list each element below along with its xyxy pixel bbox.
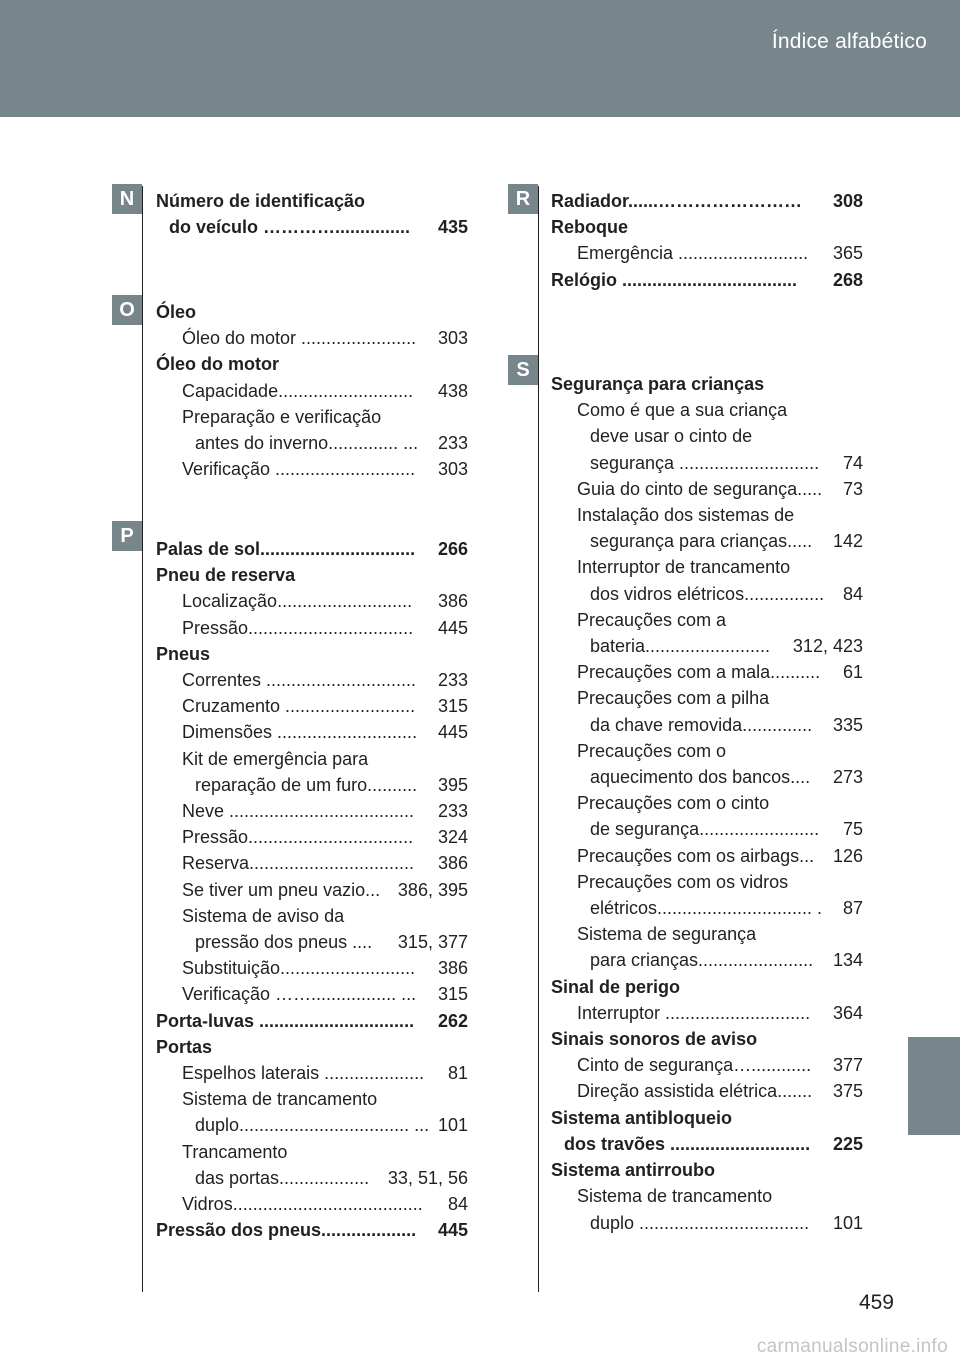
- index-entry: segurança ............................ 74: [590, 452, 863, 473]
- column-divider-right: [538, 186, 539, 1292]
- index-heading: Óleo do motor: [156, 354, 279, 375]
- index-entry: antes do inverno.............. ... 233: [195, 433, 468, 454]
- index-entry: Interruptor de trancamento: [577, 557, 791, 578]
- index-heading: Portas: [156, 1036, 213, 1057]
- index-entry: Verificação ............................ 303: [182, 459, 468, 480]
- section-letter-r: R: [508, 184, 538, 214]
- section-thumb-tab: [908, 1037, 960, 1135]
- index-entry: deve usar o cinto de: [590, 426, 753, 447]
- index-entry: Precauções com o cinto: [577, 793, 770, 814]
- index-heading: dos travões ............................ 225: [564, 1133, 863, 1154]
- index-entry: Precauções com o: [577, 740, 727, 761]
- index-entry: Sistema de trancamento: [182, 1089, 378, 1110]
- index-heading: Pneu de reserva: [156, 565, 296, 586]
- index-entry: das portas.................. 33, 51, 56: [195, 1167, 468, 1188]
- index-heading: Pneus: [156, 643, 211, 664]
- index-entry: reparação de um furo.......... 395: [195, 774, 468, 795]
- index-entry: Verificação ……................. ... 315: [182, 984, 468, 1005]
- index-entry: Correntes .............................. 233: [182, 670, 468, 691]
- index-heading: Radiador......…………………… 308: [551, 191, 863, 211]
- index-heading: Óleo: [156, 302, 197, 322]
- header-title: Índice alfabético: [771, 30, 927, 53]
- index-heading: Porta-luvas ............................... 262: [156, 1010, 468, 1031]
- index-entry: Direção assistida elétrica....... 375: [577, 1081, 863, 1102]
- page-header: [0, 0, 960, 117]
- index-entry: elétricos............................... . 87: [590, 898, 863, 919]
- index-entry: Precauções com a: [577, 609, 727, 630]
- index-entry: duplo.................................. ... 101: [195, 1115, 468, 1136]
- index-heading: Sistema antibloqueio: [551, 1107, 733, 1128]
- watermark: carmanualsonline.info: [756, 1336, 948, 1357]
- index-entry: Se tiver um pneu vazio... 386, 395: [182, 879, 468, 900]
- index-group-n: [156, 188, 468, 240]
- index-entry: Trancamento: [182, 1141, 288, 1162]
- index-entry: Cruzamento .......................... 315: [182, 696, 468, 717]
- index-heading: Relógio ................................... 268: [551, 269, 863, 290]
- index-heading: Pressão dos pneus................... 445: [156, 1220, 468, 1241]
- index-entry: Óleo do motor ....................... 303: [182, 328, 468, 349]
- index-heading: Número de identificação: [156, 191, 366, 211]
- index-entry: Substituição........................... 386: [182, 958, 468, 979]
- index-entry: Como é que a sua criança: [577, 400, 788, 421]
- index-heading: Segurança para crianças: [551, 374, 765, 394]
- column-divider-left: [142, 186, 143, 1292]
- index-entry: Vidros...................................... 84: [182, 1194, 468, 1215]
- index-entry: Sistema de trancamento: [577, 1186, 773, 1207]
- index-group-o: [156, 299, 468, 482]
- index-entry: da chave removida.............. 335: [590, 714, 863, 735]
- index-heading: Sistema antirroubo: [551, 1160, 716, 1181]
- index-entry: Localização........................... 386: [182, 591, 468, 612]
- index-entry: Guia do cinto de segurança..... 73: [577, 478, 863, 499]
- index-entry: de segurança........................ 75: [590, 819, 863, 840]
- index-entry: aquecimento dos bancos.... 273: [590, 767, 863, 788]
- index-entry: Precauções com a mala.......... 61: [577, 662, 863, 683]
- index-entry: duplo .................................. 101: [590, 1212, 863, 1233]
- index-heading: Reboque: [551, 217, 629, 238]
- index-entry: Neve ..................................... 233: [182, 801, 468, 822]
- index-entry: Cinto de segurança…............ 377: [577, 1055, 863, 1076]
- index-entry: Espelhos laterais .................... 81: [182, 1063, 468, 1084]
- index-heading: Sinais sonoros de aviso: [551, 1029, 758, 1050]
- index-entry: Precauções com a pilha: [577, 688, 770, 709]
- index-entry: Dimensões ............................ 445: [182, 722, 468, 743]
- index-group-s: [551, 371, 863, 1236]
- section-letter-n: N: [112, 184, 142, 214]
- index-entry: Capacidade........................... 438: [182, 380, 468, 401]
- index-entry: Precauções com os vidros: [577, 871, 789, 892]
- index-entry: Sistema de aviso da: [182, 905, 345, 926]
- index-entry: dos vidros elétricos................ 84: [590, 583, 863, 604]
- section-letter-p: P: [112, 521, 142, 551]
- index-heading: do veículo …………............... 435: [169, 217, 468, 238]
- index-entry: Interruptor ............................. 364: [577, 1002, 863, 1023]
- index-entry: Instalação dos sistemas de: [577, 505, 795, 526]
- index-entry: Pressão................................. 324: [182, 827, 468, 848]
- page-number: 459: [858, 1291, 894, 1314]
- index-entry: bateria......................... 312, 423: [590, 636, 863, 657]
- index-group-r: [551, 188, 863, 293]
- index-entry: segurança para crianças..... 142: [590, 531, 863, 552]
- index-entry: Sistema de segurança: [577, 924, 757, 945]
- index-entry: Preparação e verificação: [182, 406, 382, 427]
- section-letter-s: S: [508, 355, 538, 385]
- index-heading: Palas de sol............................... 266: [156, 539, 468, 559]
- index-entry: Reserva................................. 386: [182, 853, 468, 874]
- index-entry: pressão dos pneus .... 315, 377: [195, 932, 468, 953]
- index-group-p: [156, 536, 468, 1243]
- index-entry: Pressão................................. 445: [182, 617, 468, 638]
- index-entry: para crianças....................... 134: [590, 950, 863, 971]
- section-letter-o: O: [112, 295, 142, 325]
- index-entry: Precauções com os airbags... 126: [577, 845, 863, 866]
- index-entry: Emergência .......................... 365: [577, 243, 863, 264]
- index-heading: Sinal de perigo: [551, 976, 681, 997]
- index-entry: Kit de emergência para: [182, 748, 369, 769]
